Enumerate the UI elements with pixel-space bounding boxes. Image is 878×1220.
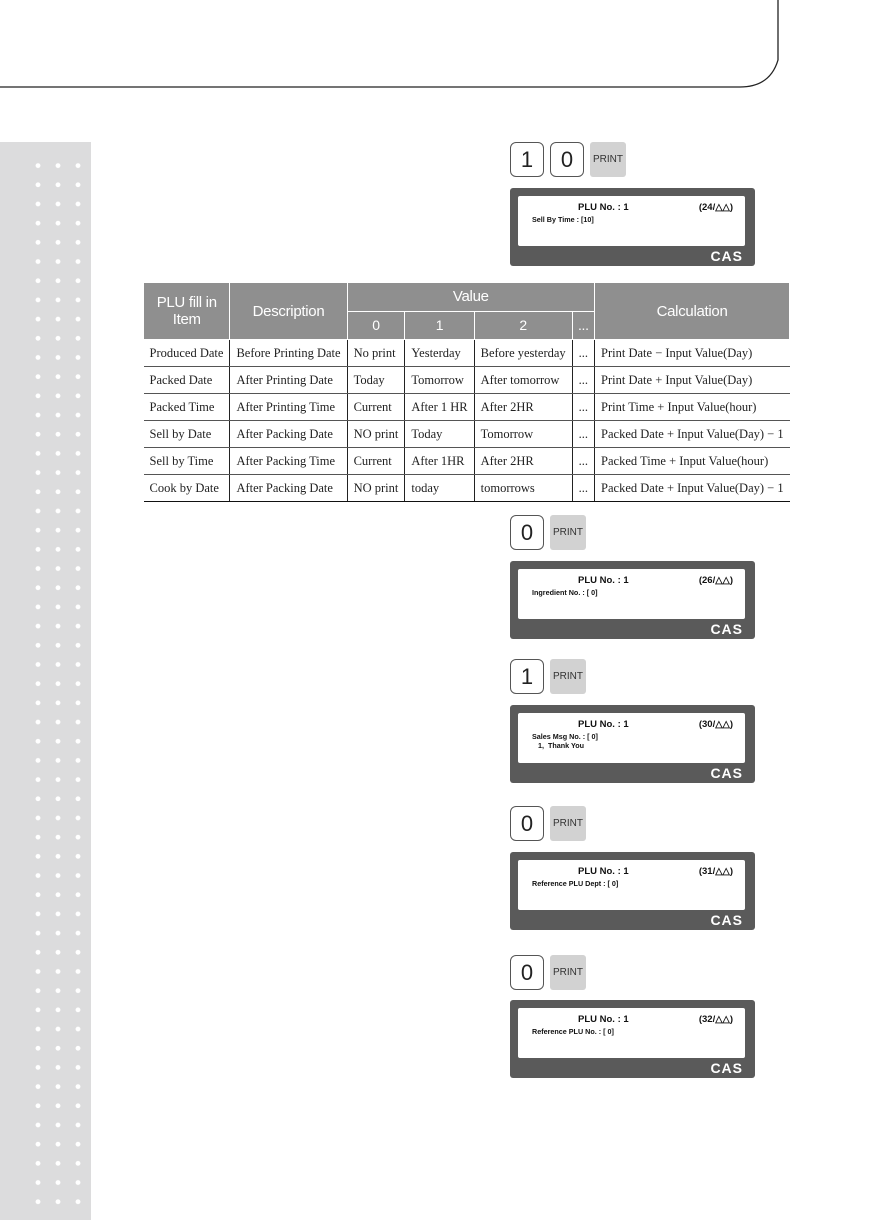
plu-number-label: PLU No. : 1 xyxy=(578,719,629,730)
scale-display-step-3 xyxy=(510,705,755,783)
plu-number-label: PLU No. : 1 xyxy=(578,866,629,877)
table-row xyxy=(144,421,790,448)
cas-logo: CAS xyxy=(710,1060,743,1076)
cell-value-2: After 2HR xyxy=(474,394,572,421)
table-row xyxy=(144,394,790,421)
header-calculation: Calculation xyxy=(595,283,790,340)
table-row xyxy=(144,475,790,502)
header-value-more: ... xyxy=(572,311,594,340)
cell-description: After Packing Time xyxy=(230,448,347,475)
print-key[interactable]: PRINT xyxy=(550,955,586,990)
cell-description: After Printing Date xyxy=(230,367,347,394)
cell-item: Sell by Date xyxy=(144,421,230,448)
key-sequence-step-2 xyxy=(510,515,586,550)
cell-value-more: ... xyxy=(572,367,594,394)
cas-logo: CAS xyxy=(710,248,743,264)
cell-calculation: Packed Date + Input Value(Day) − 1 xyxy=(595,421,790,448)
cell-item: Cook by Date xyxy=(144,475,230,502)
display-line: Ingredient No. : [ 0] xyxy=(532,588,598,597)
scale-display-step-5 xyxy=(510,1000,755,1078)
cell-value-more: ... xyxy=(572,394,594,421)
cell-value-1: After 1 HR xyxy=(405,394,474,421)
cell-description: After Packing Date xyxy=(230,421,347,448)
cell-value-1: today xyxy=(405,475,474,502)
cell-item: Produced Date xyxy=(144,340,230,367)
print-key[interactable]: PRINT xyxy=(550,806,586,841)
print-key[interactable]: PRINT xyxy=(550,659,586,694)
key-sequence-step-5 xyxy=(510,955,586,990)
cell-value-1: Today xyxy=(405,421,474,448)
numeric-key[interactable]: 1 xyxy=(510,659,544,694)
page-indicator: (24/△△) xyxy=(698,202,733,213)
cell-value-0: NO print xyxy=(347,421,405,448)
cell-value-0: Current xyxy=(347,394,405,421)
cas-logo: CAS xyxy=(710,765,743,781)
key-sequence-step-3 xyxy=(510,659,586,694)
cell-value-more: ... xyxy=(572,448,594,475)
cell-value-more: ... xyxy=(572,421,594,448)
cas-logo: CAS xyxy=(710,912,743,928)
header-plu-fill: PLU fill in Item xyxy=(144,283,230,340)
cell-value-0: Today xyxy=(347,367,405,394)
display-screen xyxy=(518,860,745,910)
page-indicator: (32/△△) xyxy=(698,1014,733,1025)
scale-display-step-4 xyxy=(510,852,755,930)
cell-value-1: Yesterday xyxy=(405,340,474,367)
cell-value-2: Tomorrow xyxy=(474,421,572,448)
header-value: Value xyxy=(347,283,594,312)
sidebar-band xyxy=(0,142,91,1220)
page-indicator: (30/△△) xyxy=(698,719,733,730)
numeric-key[interactable]: 0 xyxy=(510,515,544,550)
cell-value-more: ... xyxy=(572,340,594,367)
plu-number-label: PLU No. : 1 xyxy=(578,202,629,213)
display-line: 1, Thank You xyxy=(532,741,585,750)
plu-number-label: PLU No. : 1 xyxy=(578,575,629,586)
scale-display-step-1 xyxy=(510,188,755,266)
key-sequence-step-4 xyxy=(510,806,586,841)
numeric-key[interactable]: 0 xyxy=(550,142,584,177)
display-line: Reference PLU Dept : [ 0] xyxy=(532,879,619,888)
table-row xyxy=(144,340,790,367)
cell-item: Packed Time xyxy=(144,394,230,421)
display-screen xyxy=(518,1008,745,1058)
display-screen xyxy=(518,713,745,763)
numeric-key[interactable]: 0 xyxy=(510,806,544,841)
cell-description: After Packing Date xyxy=(230,475,347,502)
cell-description: Before Printing Date xyxy=(230,340,347,367)
cell-calculation: Print Date + Input Value(Day) xyxy=(595,367,790,394)
display-line: Reference PLU No. : [ 0] xyxy=(532,1027,614,1036)
cell-calculation: Packed Time + Input Value(hour) xyxy=(595,448,790,475)
display-screen xyxy=(518,569,745,619)
cell-calculation: Print Date − Input Value(Day) xyxy=(595,340,790,367)
cell-value-2: Before yesterday xyxy=(474,340,572,367)
dot-pattern xyxy=(28,156,88,1216)
cell-calculation: Print Time + Input Value(hour) xyxy=(595,394,790,421)
numeric-key[interactable]: 1 xyxy=(510,142,544,177)
cell-calculation: Packed Date + Input Value(Day) − 1 xyxy=(595,475,790,502)
table-row xyxy=(144,448,790,475)
cell-description: After Printing Time xyxy=(230,394,347,421)
page-header-curve xyxy=(0,0,878,88)
cas-logo: CAS xyxy=(710,621,743,637)
cell-item: Packed Date xyxy=(144,367,230,394)
key-sequence-step-1 xyxy=(510,142,626,177)
page-indicator: (31/△△) xyxy=(698,866,733,877)
page-indicator: (26/△△) xyxy=(698,575,733,586)
cell-item: Sell by Time xyxy=(144,448,230,475)
header-value-1: 1 xyxy=(405,311,474,340)
cell-value-more: ... xyxy=(572,475,594,502)
display-line: Sell By Time : [10] xyxy=(532,215,594,224)
print-key[interactable]: PRINT xyxy=(550,515,586,550)
cell-value-0: No print xyxy=(347,340,405,367)
cell-value-1: After 1HR xyxy=(405,448,474,475)
display-line: Sales Msg No. : [ 0] xyxy=(532,732,598,741)
scale-display-step-2 xyxy=(510,561,755,639)
table-row xyxy=(144,367,790,394)
header-value-0: 0 xyxy=(347,311,405,340)
plu-number-label: PLU No. : 1 xyxy=(578,1014,629,1025)
cell-value-2: tomorrows xyxy=(474,475,572,502)
cell-value-0: NO print xyxy=(347,475,405,502)
cell-value-2: After tomorrow xyxy=(474,367,572,394)
display-screen xyxy=(518,196,745,246)
header-value-2: 2 xyxy=(474,311,572,340)
numeric-key[interactable]: 0 xyxy=(510,955,544,990)
print-key[interactable]: PRINT xyxy=(590,142,626,177)
cell-value-0: Current xyxy=(347,448,405,475)
cell-value-2: After 2HR xyxy=(474,448,572,475)
header-description: Description xyxy=(230,283,347,340)
date-settings-table xyxy=(143,282,790,502)
cell-value-1: Tomorrow xyxy=(405,367,474,394)
